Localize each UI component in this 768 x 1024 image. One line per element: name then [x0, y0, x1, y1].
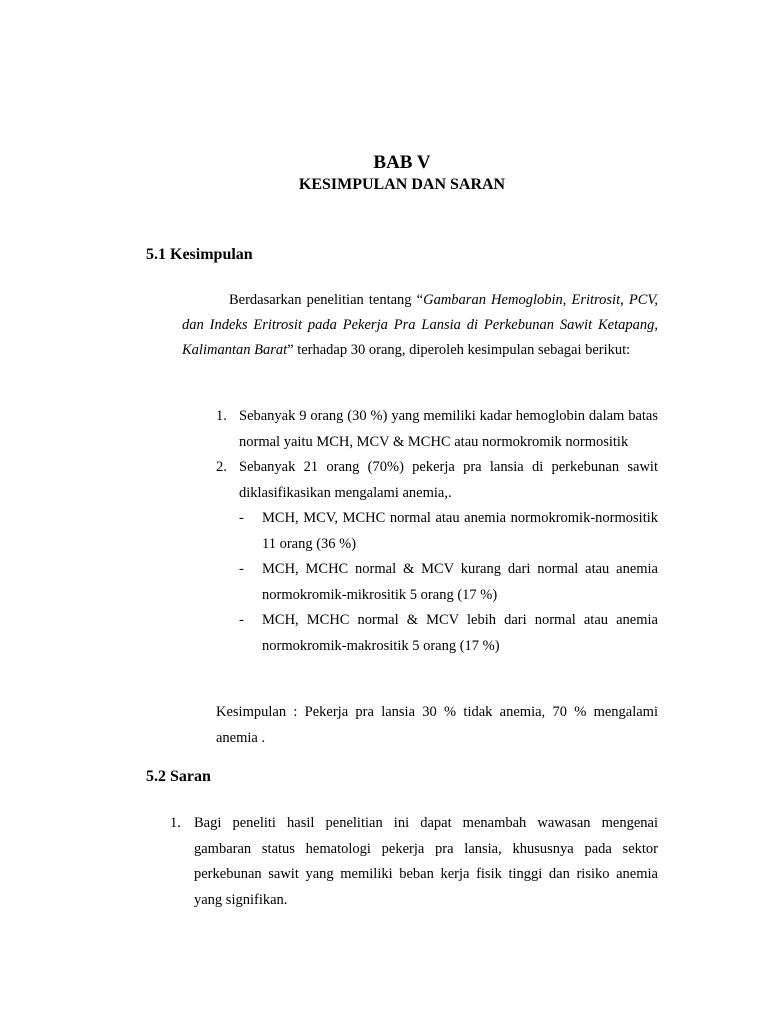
- list-item-number: 2.: [216, 459, 227, 475]
- list-item-text: Bagi peneliti hasil penelitian ini dapat menambah wawasan mengenai gambaran status hematologi pekerja pra lansia, khususnya pada sektor perkebunan sawit yang memiliki beban kerja fisik tinggi dan risiko anemia yang signifikan.: [194, 815, 658, 908]
- chapter-title: KESIMPULAN DAN SARAN: [298, 176, 506, 193]
- intro-text-before: Berdasarkan penelitian tentang “: [229, 292, 424, 308]
- sub-list-item: [239, 557, 658, 608]
- section-heading-saran: 5.2 Saran: [146, 768, 211, 785]
- list-item-text: Sebanyak 21 orang (70%) pekerja pra lansia di perkebunan sawit diklasifikasikan mengalami anemia,.: [239, 459, 658, 501]
- list-item: [170, 811, 658, 913]
- research-title-italic: Gambaran Hemoglobin, Eritrosit, PCV, dan Indeks Eritrosit pada Pekerja Pra Lansia di Perkebunan Sawit Ketapang, Kalimantan Barat: [182, 292, 658, 358]
- sub-list-dash: -: [239, 612, 244, 628]
- list-item-number: 1.: [170, 815, 181, 831]
- sub-list-item: [239, 506, 658, 557]
- chapter-number: BAB V: [373, 152, 431, 173]
- list-item: [216, 455, 658, 659]
- conclusion-list: [216, 404, 658, 659]
- list-item-number: 1.: [216, 408, 227, 424]
- sub-list-text: MCH, MCV, MCHC normal atau anemia normokromik-normositik 11 orang (36 %): [262, 510, 658, 552]
- list-item-text: Sebanyak 9 orang (30 %) yang memiliki kadar hemoglobin dalam batas normal yaitu MCH, MCV & MCHC atau normokromik normositik: [239, 408, 658, 450]
- sub-list-dash: -: [239, 561, 244, 577]
- intro-paragraph: [182, 288, 658, 363]
- conclusion-summary: Kesimpulan : Pekerja pra lansia 30 % tidak anemia, 70 % mengalami anemia .: [216, 704, 658, 746]
- saran-list: [170, 811, 658, 913]
- sub-list-text: MCH, MCHC normal & MCV kurang dari normal atau anemia normokromik-mikrositik 5 orang (17 %): [262, 561, 658, 603]
- list-item: [216, 404, 658, 455]
- sub-list-item: [239, 608, 658, 659]
- intro-text-after: ” terhadap 30 orang, diperoleh kesimpulan sebagai berikut:: [287, 342, 631, 358]
- section-heading-kesimpulan: 5.1 Kesimpulan: [146, 246, 253, 263]
- sub-list-text: MCH, MCHC normal & MCV lebih dari normal atau anemia normokromik-makrositik 5 orang (17 %): [262, 612, 658, 654]
- sub-list-dash: -: [239, 510, 244, 526]
